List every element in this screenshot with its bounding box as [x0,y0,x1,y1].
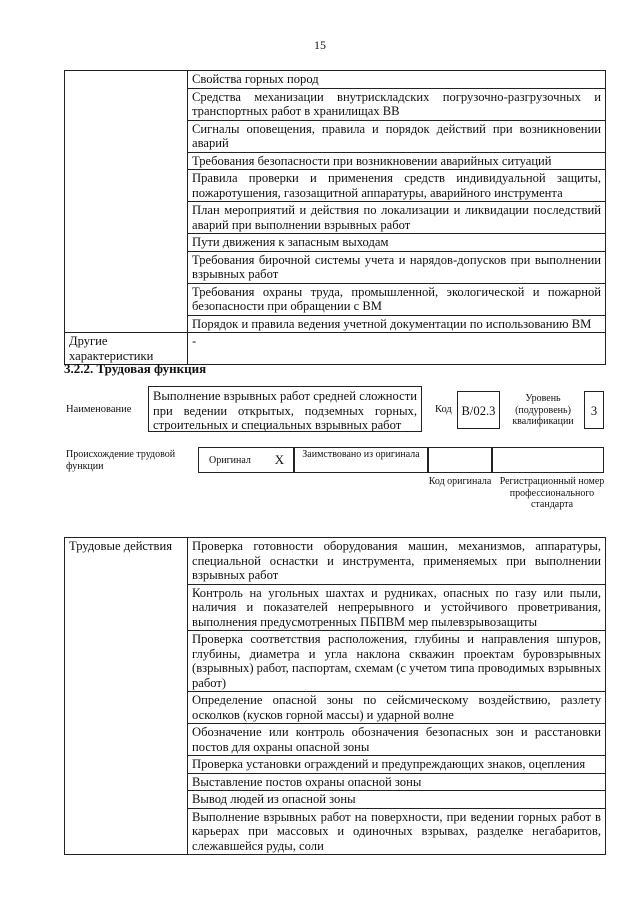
row-text: Выставление постов охраны опасной зоны [188,773,606,791]
function-name-box: Выполнение взрывных работ средней сложности при ведении открытых, подземных горных, строительных и специальных взрывных работ [148,386,422,432]
row-text: - [188,333,606,365]
code-caption: Код оригинала [428,476,492,487]
origin-code-cell [428,447,492,473]
labor-actions-label: Трудовые действия [65,538,188,855]
name-label: Наименование [66,404,132,415]
table-row [65,333,606,365]
row-text: Контроль на угольных шахтах и рудниках, опасных по газу или пыли, наличия и показателей непрерывного и устойчивого проветривания, выполнения предусмотренных ПБПВМ мер пылевзрывозащиты [188,584,606,631]
row-text: Свойства горных пород [188,71,606,89]
row-text: Проверка готовности оборудования машин, механизмов, аппаратуры, специальной оснастки и инструмента, применяемых при выполнении взрывных работ [188,538,606,585]
borrowed-label: Заимствовано из оригинала [302,449,420,460]
row-text: Проверка соответствия расположения, глубины и направления шпуров, глубины, диаметра и угла наклона скважин проектам буровзрывных (взрывных) работ, паспортам, схемам (с учетом типа проводимых взрывных работ) [188,631,606,692]
row-text: Проверка установки ограждений и предупреждающих знаков, оцепления [188,756,606,774]
level-label: Уровень (подуровень) квалификации [512,393,574,427]
table-row [65,538,606,585]
code-label: Код [435,404,452,415]
borrowed-cell [294,447,428,473]
function-code-box: B/02.3 [457,391,500,429]
origin-label: Происхождение трудовой функции [66,449,176,472]
row-text: Сигналы оповещения, правила и порядок действий при возникновении аварий [188,120,606,152]
level-box: 3 [584,391,604,429]
labor-actions-table [64,537,606,855]
reg-number-cell [492,447,604,473]
original-label: Оригинал [209,455,251,466]
section-heading: 3.2.2. Трудовая функция [64,361,207,376]
page-number: 15 [314,38,326,52]
row-text: План мероприятий и действия по локализации и ликвидации последствий аварий при выполнении взрывных работ [188,202,606,234]
row-text: Вывод людей из опасной зоны [188,791,606,809]
row-text: Правила проверки и применения средств индивидуальной защиты, пожаротушения, газозащитной аппаратуры, аварийного инструмента [188,170,606,202]
row-label: Другие характеристики [65,333,188,365]
table-row [65,71,606,89]
origin-row [198,447,604,473]
row-text: Определение опасной зоны по сейсмическому воздействию, разлету осколков (кусков горной массы) и ударной волне [188,692,606,724]
row-label-empty [65,71,188,333]
knowledge-table [64,70,606,365]
row-text: Требования охраны труда, промышленной, экологической и пожарной безопасности при обращении с ВМ [188,283,606,315]
original-mark: X [274,452,285,467]
original-cell [198,447,266,473]
row-text: Средства механизации внутрискладских погрузочно-разгрузочных и транспортных работ в хранилищах ВВ [188,88,606,120]
row-text: Порядок и правила ведения учетной документации по использованию ВМ [188,315,606,333]
row-text: Требования безопасности при возникновении аварийных ситуаций [188,152,606,170]
reg-caption: Регистрационный номер профессионального стандарта [499,476,605,510]
original-mark-cell [266,447,294,473]
row-text: Выполнение взрывных работ на поверхности, при ведении горных работ в карьерах при массовых и одиночных взрывах, разделке негабаритов, слежавшейся руды, соли [188,808,606,855]
row-text: Обозначение или контроль обозначения безопасных зон и расстановки постов для охраны опасной зоны [188,724,606,756]
row-text: Требования бирочной системы учета и нарядов-допусков при выполнении взрывных работ [188,251,606,283]
row-text: Пути движения к запасным выходам [188,234,606,252]
